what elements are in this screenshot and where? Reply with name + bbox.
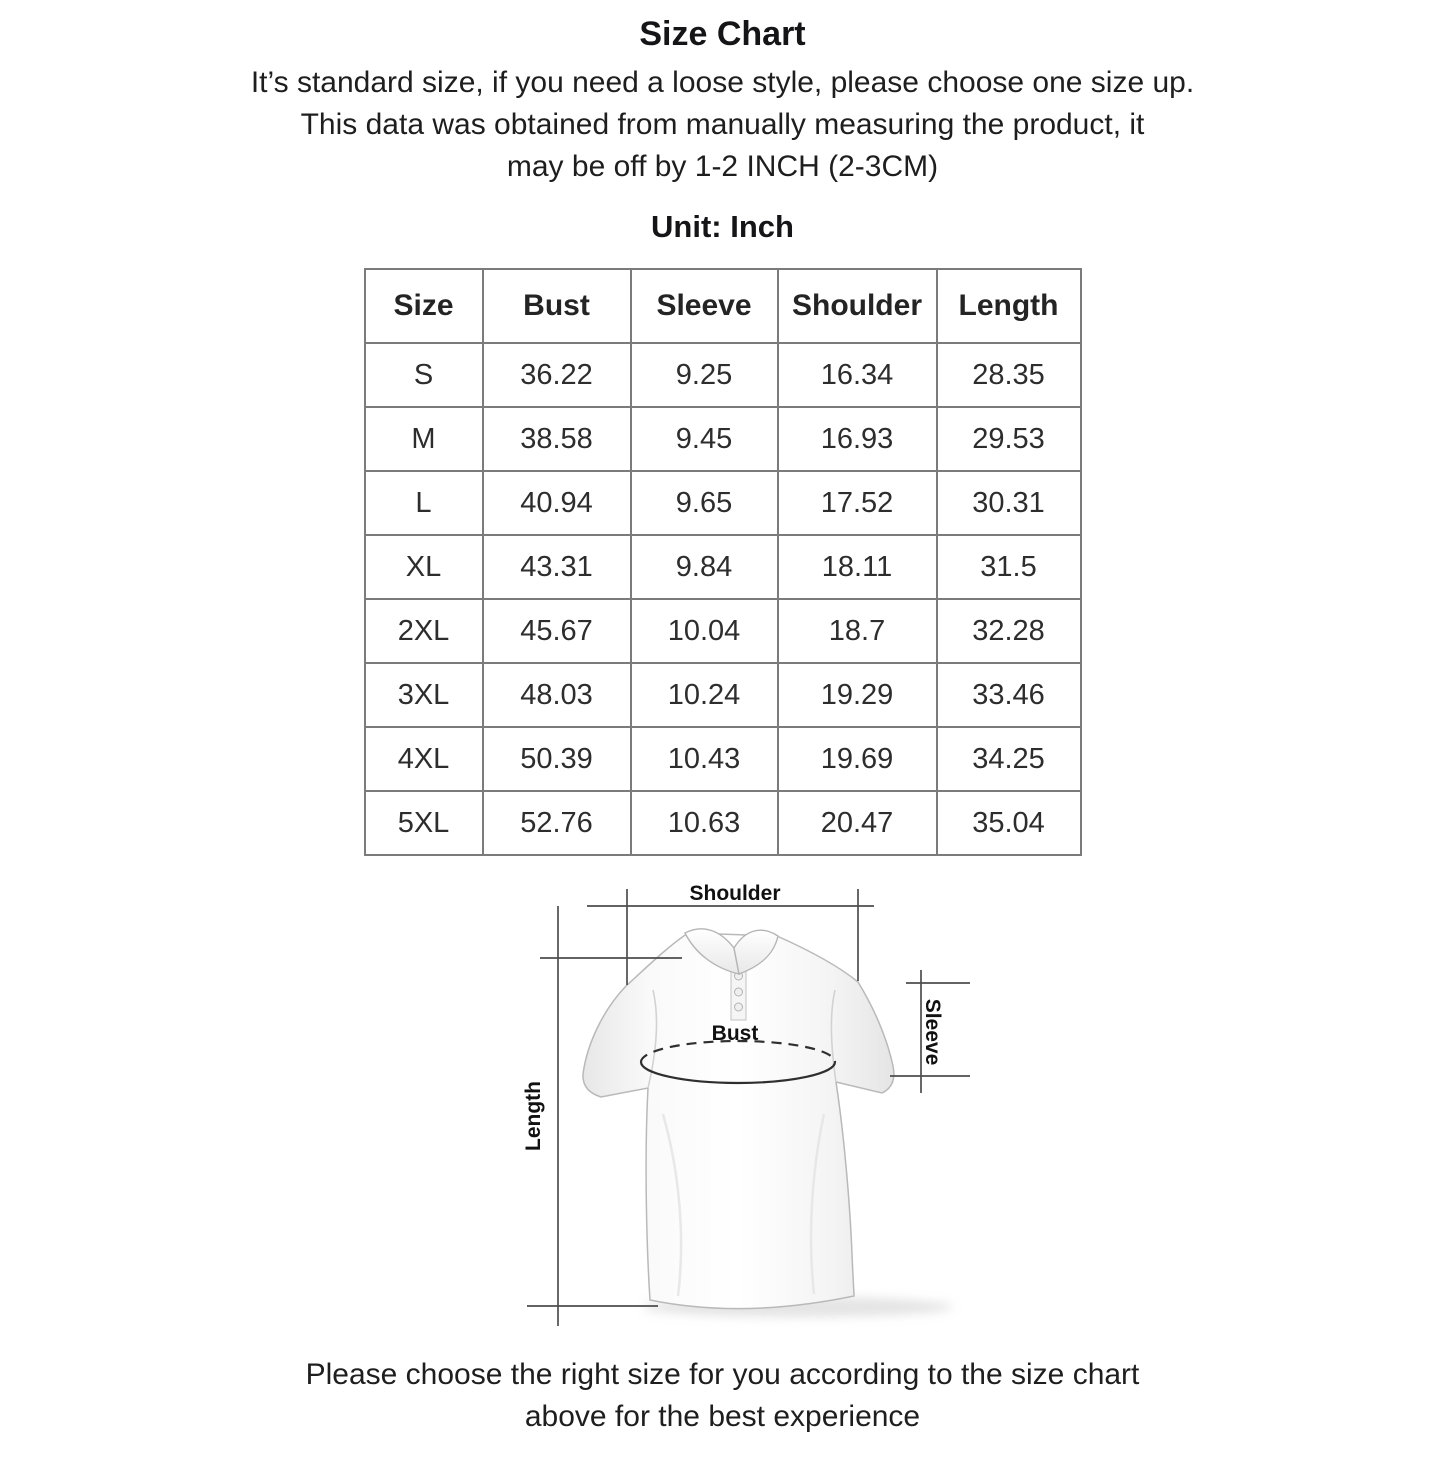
footer-line-2: above for the best experience (524, 1400, 921, 1433)
cell-shoulder: 20.47 (778, 791, 937, 855)
table-row (365, 791, 1081, 855)
sleeve-dimension-label: Sleeve (921, 998, 944, 1066)
bust-dimension-label: Bust (711, 1022, 759, 1045)
cell-shoulder: 19.29 (778, 663, 937, 727)
table-row (365, 471, 1081, 535)
cell-bust: 50.39 (483, 727, 631, 791)
cell-shoulder: 18.7 (778, 599, 937, 663)
cell-size: M (365, 407, 483, 471)
cell-bust: 40.94 (483, 471, 631, 535)
cell-shoulder: 18.11 (778, 535, 937, 599)
cell-length: 33.46 (937, 663, 1081, 727)
table-row (365, 663, 1081, 727)
intro-line-3: may be off by 1-2 INCH (2-3CM) (506, 150, 939, 183)
cell-length: 35.04 (937, 791, 1081, 855)
col-header-bust: Bust (483, 269, 631, 343)
cell-bust: 45.67 (483, 599, 631, 663)
cell-length: 28.35 (937, 343, 1081, 407)
cell-shoulder: 17.52 (778, 471, 937, 535)
cell-length: 34.25 (937, 727, 1081, 791)
col-header-size: Size (365, 269, 483, 343)
cell-sleeve: 9.45 (631, 407, 778, 471)
cell-length: 32.28 (937, 599, 1081, 663)
cell-size: 5XL (365, 791, 483, 855)
cell-size: XL (365, 535, 483, 599)
intro-line-2: This data was obtained from manually measuring the product, it (300, 108, 1145, 141)
cell-length: 30.31 (937, 471, 1081, 535)
cell-shoulder: 19.69 (778, 727, 937, 791)
measurement-diagram (0, 870, 1445, 1348)
cell-length: 29.53 (937, 407, 1081, 471)
button-icon (735, 1003, 743, 1011)
cell-sleeve: 9.84 (631, 535, 778, 599)
cell-sleeve: 9.65 (631, 471, 778, 535)
size-chart-table (364, 268, 1082, 856)
cell-sleeve: 10.24 (631, 663, 778, 727)
polo-shirt-illustration (583, 929, 953, 1317)
table-row (365, 343, 1081, 407)
cell-sleeve: 10.04 (631, 599, 778, 663)
cell-sleeve: 10.63 (631, 791, 778, 855)
cell-size: 3XL (365, 663, 483, 727)
table-row (365, 599, 1081, 663)
cell-bust: 52.76 (483, 791, 631, 855)
col-header-length: Length (937, 269, 1081, 343)
table-row (365, 727, 1081, 791)
cell-size: 2XL (365, 599, 483, 663)
cell-bust: 36.22 (483, 343, 631, 407)
cell-bust: 48.03 (483, 663, 631, 727)
shoulder-dimension-label: Shoulder (689, 882, 781, 905)
cell-sleeve: 9.25 (631, 343, 778, 407)
footer-text (0, 1354, 1445, 1438)
cell-bust: 43.31 (483, 535, 631, 599)
button-icon (735, 988, 743, 996)
cell-length: 31.5 (937, 535, 1081, 599)
table-row (365, 407, 1081, 471)
footer-line-1: Please choose the right size for you according to the size chart (305, 1358, 1140, 1391)
cell-size: S (365, 343, 483, 407)
intro-line-1: It’s standard size, if you need a loose style, please choose one size up. (250, 66, 1195, 99)
length-dimension-label: Length (522, 1081, 545, 1151)
cell-size: 4XL (365, 727, 483, 791)
cell-shoulder: 16.93 (778, 407, 937, 471)
intro-text (0, 62, 1445, 188)
table-header-row (365, 269, 1081, 343)
cell-bust: 38.58 (483, 407, 631, 471)
table-row (365, 535, 1081, 599)
cell-sleeve: 10.43 (631, 727, 778, 791)
col-header-shoulder: Shoulder (778, 269, 937, 343)
col-header-sleeve: Sleeve (631, 269, 778, 343)
unit-label: Unit: Inch (651, 209, 794, 244)
cell-size: L (365, 471, 483, 535)
page-title: Size Chart (639, 15, 806, 53)
cell-shoulder: 16.34 (778, 343, 937, 407)
